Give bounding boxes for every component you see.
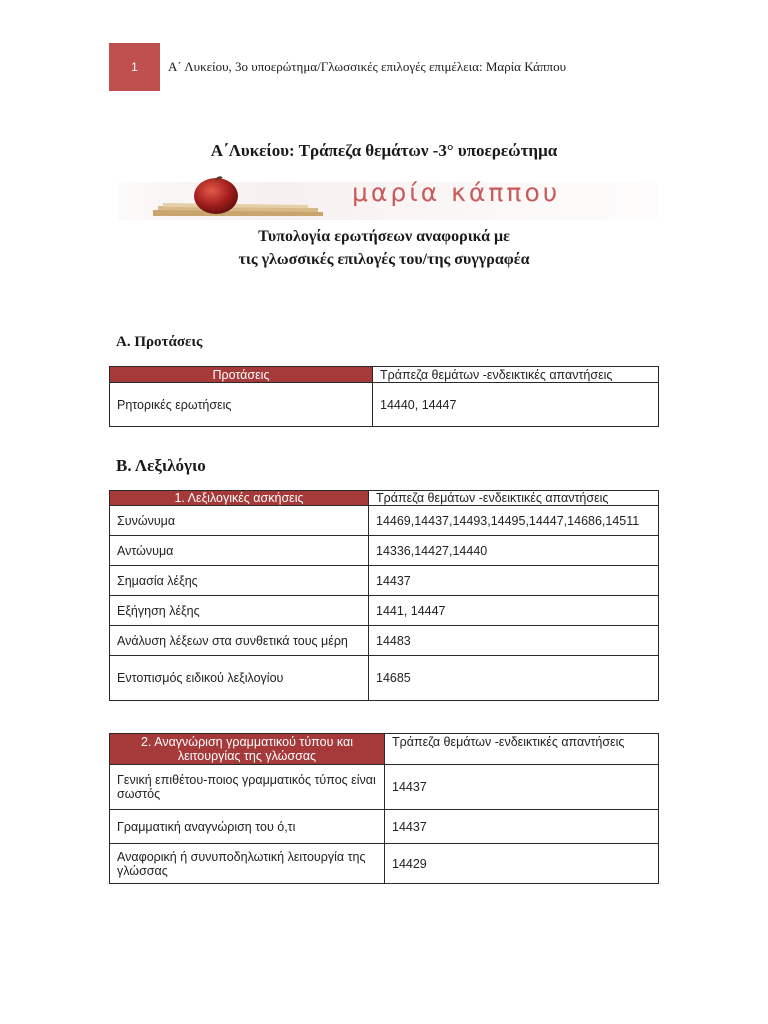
- table-header-cell: 1. Λεξιλογικές ασκήσεις: [110, 491, 369, 506]
- row-label: Αντώνυμα: [110, 536, 369, 566]
- table-header-cell: Τράπεζα θεμάτων -ενδεικτικές απαντήσεις: [373, 367, 659, 383]
- row-value: 14437: [369, 566, 659, 596]
- subtitle-line-2: τις γλωσσικές επιλογές του/της συγγραφέα: [238, 251, 530, 268]
- logo-text: μαρία κάππου: [352, 178, 561, 207]
- table-header-cell: [110, 734, 385, 765]
- row-label: Ρητορικές ερωτήσεις: [110, 383, 373, 427]
- row-value: 14437: [385, 765, 659, 810]
- row-value: 14440, 14447: [373, 383, 659, 427]
- row-value: 14483: [369, 626, 659, 656]
- table-row: [110, 810, 659, 844]
- running-header: Α΄ Λυκείου, 3ο υποερώτημα/Γλωσσικές επιλογές επιμέλεια: Μαρία Κάππου: [168, 59, 567, 74]
- row-label: [110, 810, 385, 844]
- row-value: 14437: [385, 810, 659, 844]
- row-label: Συνώνυμα: [110, 506, 369, 536]
- row-label-line-1: Γενική επιθέτου-ποιος γραμματικός τύπος είναι: [117, 773, 376, 787]
- row-value: 14685: [369, 656, 659, 701]
- header-line-1: 2. Αναγνώριση γραμματικού τύπου και: [141, 735, 353, 749]
- table-row: [110, 596, 659, 626]
- table-row: [110, 765, 659, 810]
- row-label: Σημασία λέξης: [110, 566, 369, 596]
- table-row: [110, 506, 659, 536]
- subtitle-line-1: Τυπολογία ερωτήσεων αναφορικά με: [258, 228, 510, 245]
- page-number: 1: [131, 60, 138, 74]
- table-header-cell: Τράπεζα θεμάτων -ενδεικτικές απαντήσεις: [385, 734, 659, 765]
- row-value: 1441, 14447: [369, 596, 659, 626]
- row-label: Ανάλυση λέξεων στα συνθετικά τους μέρη: [110, 626, 369, 656]
- table-row: [110, 656, 659, 701]
- sentences-table: [109, 366, 659, 427]
- table-header-cell: Τράπεζα θεμάτων -ενδεικτικές απαντήσεις: [369, 491, 659, 506]
- row-label-line-1: Αναφορική ή συνυποδηλωτική λειτουργία της: [117, 849, 366, 864]
- table-row: [110, 536, 659, 566]
- table-row: [110, 626, 659, 656]
- grammar-table: [109, 733, 659, 884]
- row-value: 14469,14437,14493,14495,14447,14686,14511: [369, 506, 659, 536]
- vocabulary-table: [109, 490, 659, 701]
- table-row: [110, 566, 659, 596]
- document-title: Α΄Λυκείου: Τράπεζα θεμάτων -3° υποερεώτημα: [210, 141, 558, 160]
- table-header-cell: Προτάσεις: [110, 367, 373, 383]
- row-value: 14429: [385, 844, 659, 884]
- row-value: 14336,14427,14440: [369, 536, 659, 566]
- header-line-2: λειτουργίας της γλώσσας: [177, 749, 317, 763]
- table-row: [110, 844, 659, 884]
- section-b-heading: Β. Λεξιλόγιο: [116, 456, 206, 475]
- row-label-line-2: γλώσσας: [117, 863, 168, 878]
- row-label-line-1: Γραμματική αναγνώριση του ό,τι: [117, 819, 296, 834]
- page-number-badge: [109, 43, 160, 91]
- table-row: [110, 383, 659, 427]
- row-label-line-2: σωστός: [117, 787, 161, 801]
- row-label: [110, 765, 385, 810]
- row-label: Εξήγηση λέξης: [110, 596, 369, 626]
- row-label: [110, 844, 385, 884]
- row-label: Εντοπισμός ειδικού λεξιλογίου: [110, 656, 369, 701]
- section-a-heading: Α. Προτάσεις: [116, 334, 203, 350]
